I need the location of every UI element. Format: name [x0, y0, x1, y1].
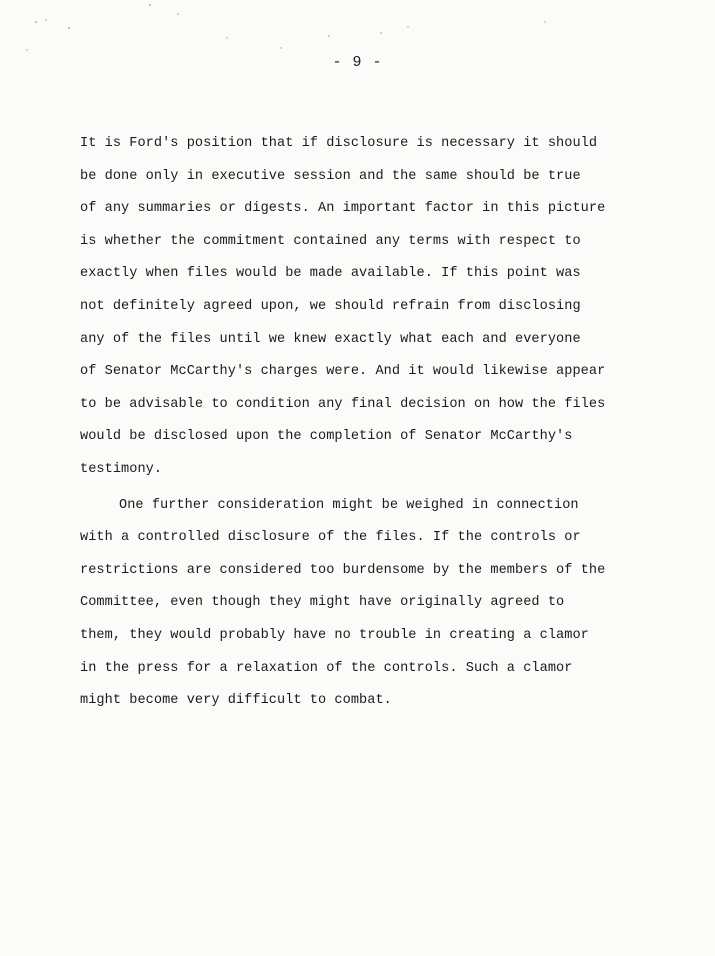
- text-line: One further consideration might be weighed in connection: [119, 497, 579, 513]
- text-line: restrictions are considered too burdensome by the members of the: [80, 562, 606, 578]
- text-line: with a controlled disclosure of the files. If the controls or: [80, 530, 581, 546]
- page-number: - 9 -: [332, 54, 383, 71]
- text-line: would be disclosed upon the completion of Senator McCarthy's: [80, 429, 573, 445]
- text-line: to be advisable to condition any final decision on how the files: [80, 396, 606, 412]
- text-line: them, they would probably have no trouble in creating a clamor: [80, 627, 589, 643]
- text-line: might become very difficult to combat.: [80, 693, 392, 709]
- text-line: not definitely agreed upon, we should refrain from disclosing: [80, 298, 581, 314]
- text-line: of any summaries or digests. An important factor in this picture: [80, 201, 606, 217]
- text-line: be done only in executive session and the same should be true: [80, 168, 581, 184]
- text-line: Committee, even though they might have originally agreed to: [80, 595, 565, 611]
- text-line: any of the files until we knew exactly what each and everyone: [80, 331, 581, 347]
- text-line: in the press for a relaxation of the controls. Such a clamor: [80, 660, 573, 676]
- text-line: It is Ford's position that if disclosure is necessary it should: [80, 136, 598, 151]
- text-line: is whether the commitment contained any terms with respect to: [80, 233, 581, 249]
- paragraph-2: [80, 490, 620, 718]
- text-line: testimony.: [80, 461, 163, 477]
- document-body: [80, 128, 620, 718]
- text-line: of Senator McCarthy's charges were. And it would likewise appear: [80, 364, 606, 380]
- paragraph-1: [80, 128, 620, 487]
- text-line: exactly when files would be made available. If this point was: [80, 266, 581, 282]
- paper-specks: [0, 0, 715, 100]
